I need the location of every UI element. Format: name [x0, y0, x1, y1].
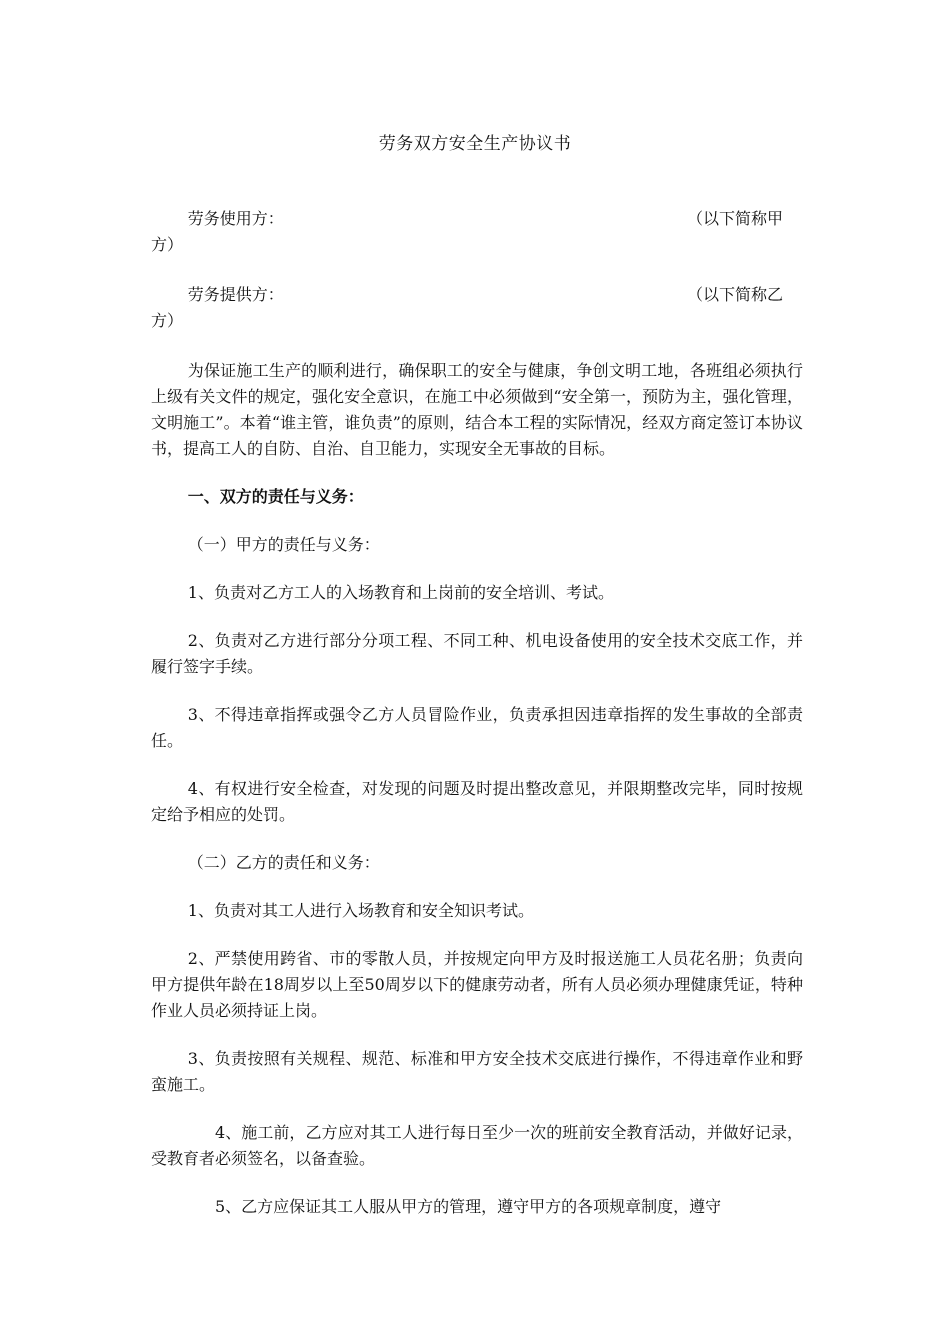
- party-a-duties-heading: （一）甲方的责任与义务：: [187, 535, 380, 554]
- party-a-suffix-cont: 方）: [151, 235, 184, 254]
- party-a-duty-item: 4、有权进行安全检查，对发现的问题及时提出整改意见，并限期整改完毕，同时按规定给予相应的处罚。: [151, 779, 803, 824]
- party-b-duty-item: 3、负责按照有关规程、规范、标准和甲方安全技术交底进行操作，不得违章作业和野蛮施工。: [151, 1049, 803, 1094]
- document-body: [151, 206, 803, 1242]
- party-b-duty-item: 2、严禁使用跨省、市的零散人员，并按规定向甲方及时报送施工人员花名册；负责向甲方提供年龄在18周岁以上至50周岁以下的健康劳动者，所有人员必须办理健康凭证，特种作业人员必须持证上岗。: [151, 949, 803, 1020]
- party-a-line: [151, 206, 803, 258]
- party-a-duty-item: 2、负责对乙方进行部分分项工程、不同工种、机电设备使用的安全技术交底工作，并履行签字手续。: [151, 631, 803, 676]
- party-b-duty-item: 5、乙方应保证其工人服从甲方的管理，遵守甲方的各项规章制度，遵守: [215, 1197, 722, 1216]
- document-title: 劳务双方安全生产协议书: [378, 134, 572, 154]
- section-heading-responsibilities: 一、双方的责任与义务：: [187, 487, 364, 506]
- party-b-duty-item: 4、施工前，乙方应对其工人进行每日至少一次的班前安全教育活动，并做好记录，受教育者必须签名，以备查验。: [151, 1123, 803, 1168]
- party-a-suffix: （以下简称甲: [686, 209, 783, 228]
- party-b-suffix: （以下简称乙: [686, 285, 783, 304]
- party-b-suffix-cont: 方）: [151, 311, 184, 330]
- party-a-label: 劳务使用方：: [187, 209, 284, 228]
- party-a-duty-item: 3、不得违章指挥或强令乙方人员冒险作业，负责承担因违章指挥的发生事故的全部责任。: [151, 705, 803, 750]
- party-b-line: [151, 282, 803, 334]
- intro-paragraph: 为保证施工生产的顺利进行，确保职工的安全与健康，争创文明工地，各班组必须执行上级有关文件的规定，强化安全意识，在施工中必须做到“安全第一，预防为主，强化管理，文明施工”。本着“谁主管，谁负责”的原则，结合本工程的实际情况，经双方商定签订本协议书，提高工人的自防、自治、自卫能力，实现安全无事故的目标。: [151, 361, 803, 458]
- party-b-duty-item: 1、负责对其工人进行入场教育和安全知识考试。: [187, 901, 534, 920]
- party-a-duty-item: 1、负责对乙方工人的入场教育和上岗前的安全培训、考试。: [187, 583, 614, 602]
- party-b-label: 劳务提供方：: [187, 285, 284, 304]
- party-b-duties-heading: （二）乙方的责任和义务：: [187, 853, 380, 872]
